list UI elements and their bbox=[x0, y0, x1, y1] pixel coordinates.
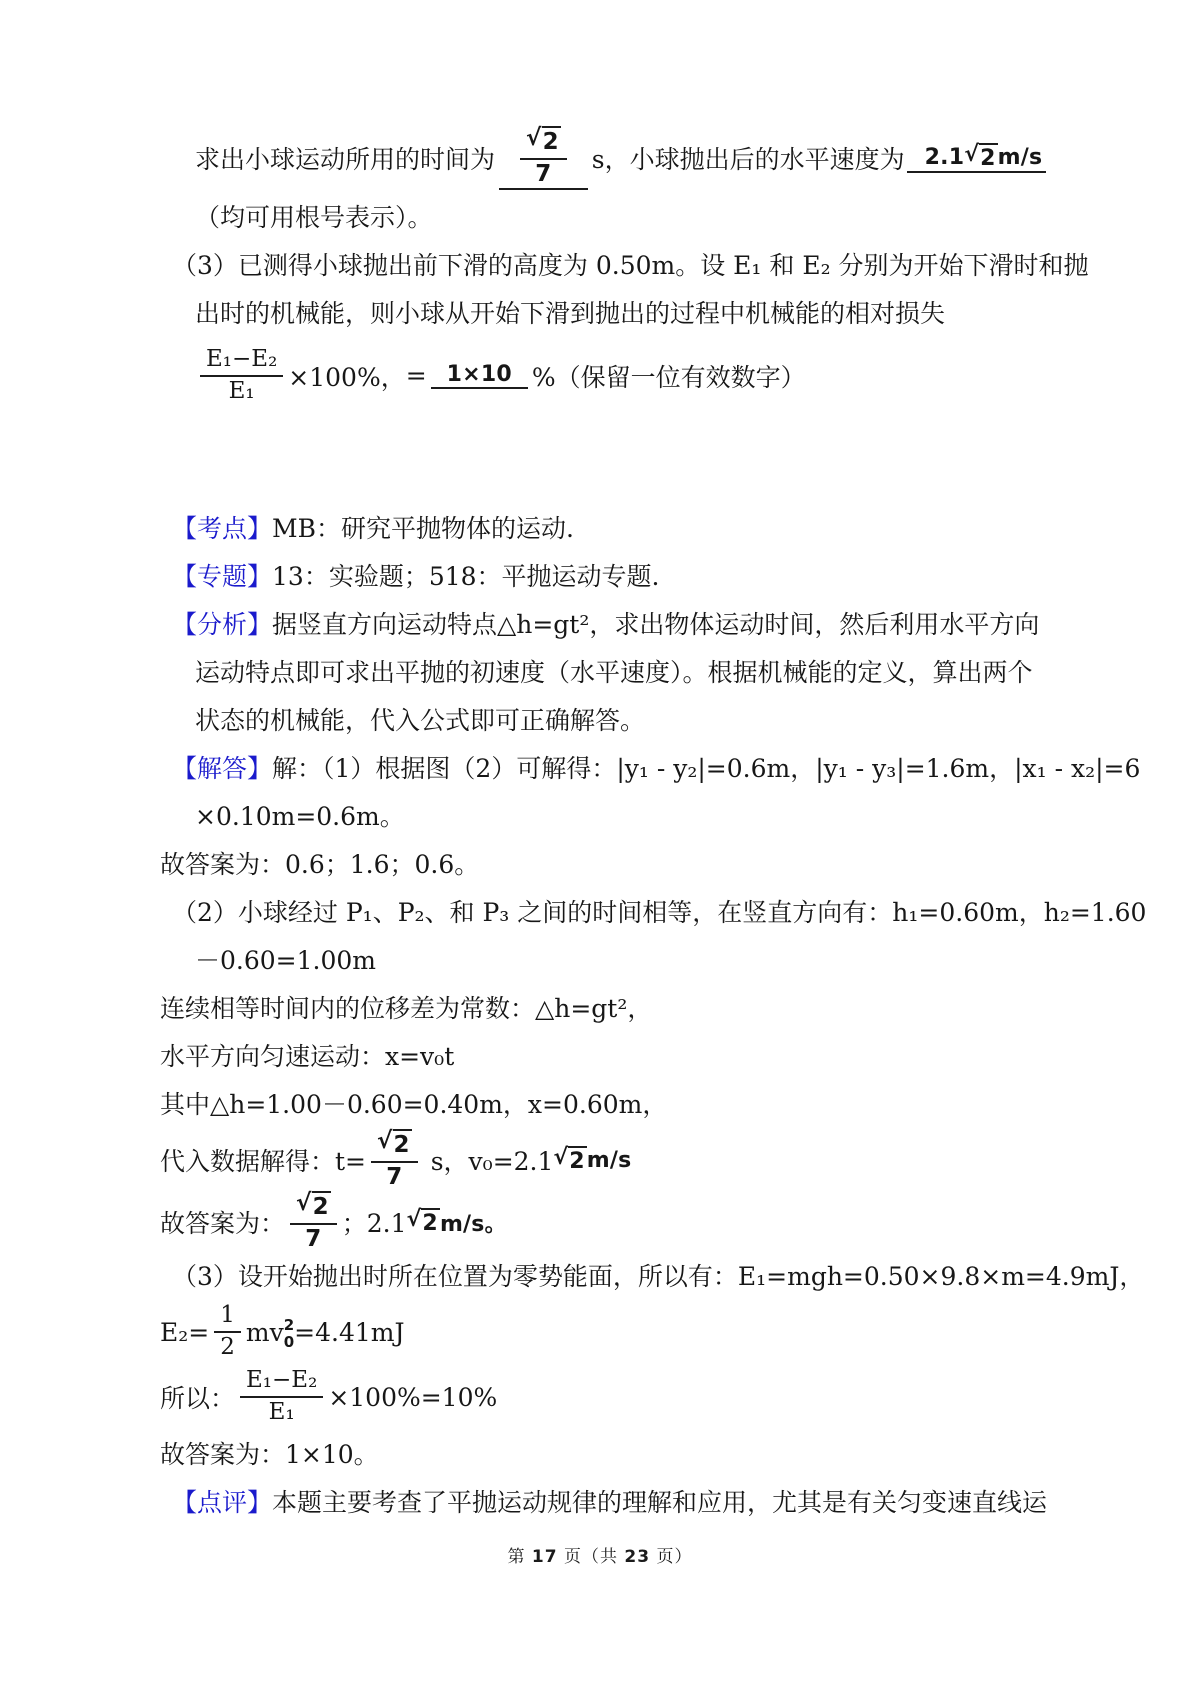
text-run: s，小球抛出后的水平速度为 bbox=[591, 145, 905, 174]
section-jieda bbox=[172, 745, 1141, 793]
fraction-energy-loss: $\frac{\text{E₁−E₂}}{\text{E₁}}$ bbox=[240, 1367, 323, 1426]
question-line-part3 bbox=[172, 242, 1089, 290]
solution-line bbox=[160, 985, 1080, 1033]
solution-line bbox=[160, 1081, 1080, 1129]
sqrt-icon: √ 2 bbox=[296, 1189, 329, 1220]
fraction-sqrt2-over-7: √ 2 7 bbox=[371, 1129, 418, 1191]
solution-part3 bbox=[172, 1253, 1145, 1301]
text-run: ×100%， bbox=[288, 362, 406, 392]
section-zhuanti bbox=[172, 553, 1080, 601]
text-run: 出时的机械能，则小球从开始下滑到抛出的过程中机械能的相对损失 bbox=[195, 299, 946, 328]
section-kaodian bbox=[172, 505, 1080, 553]
text-run: 所以： bbox=[160, 1384, 236, 1413]
sqrt-icon: √ 2 bbox=[553, 1145, 585, 1174]
text-run: －0.60=1.00m bbox=[195, 946, 376, 975]
text-run: ；2.1 bbox=[341, 1209, 407, 1238]
section-fenxi bbox=[172, 601, 1080, 649]
section-label-fenxi: 【分析】 bbox=[172, 610, 273, 639]
text-run: 连续相等时间内的位移差为常数：△h=gt²， bbox=[160, 994, 653, 1023]
text-run: m/s bbox=[586, 1147, 632, 1173]
text-run: 故答案为：1×10。 bbox=[160, 1440, 379, 1469]
footer-text: 页） bbox=[650, 1547, 693, 1567]
section-fenxi-cont bbox=[195, 649, 1080, 697]
solution-part2-cont bbox=[195, 937, 1080, 985]
section-fenxi-cont2 bbox=[195, 697, 1080, 745]
solution-energy-line bbox=[160, 1301, 1080, 1363]
solution-answer1 bbox=[160, 841, 1080, 889]
text-run: （均可用根号表示）。 bbox=[195, 203, 433, 232]
footer-text: 页（共 bbox=[557, 1547, 625, 1567]
sqrt-icon: √ 2 bbox=[964, 142, 996, 171]
section-label-zhuanti: 【专题】 bbox=[172, 562, 273, 591]
question-line-formula bbox=[195, 338, 1080, 413]
fraction-sqrt2-over-7: √ 2 7 bbox=[290, 1191, 337, 1253]
text-run: mv bbox=[245, 1317, 284, 1347]
text-run: = bbox=[405, 361, 427, 390]
sqrt-icon: √ 2 bbox=[406, 1207, 438, 1236]
fraction-one-half: $\frac{1}{2}$ bbox=[214, 1302, 241, 1361]
solution-line bbox=[195, 793, 1080, 841]
answer-blank-percent bbox=[431, 362, 528, 389]
page-footer bbox=[0, 1542, 1200, 1567]
solution-answer2 bbox=[160, 1191, 1080, 1253]
section-label-dianping: 【点评】 bbox=[172, 1488, 273, 1517]
solution-substitute-line bbox=[160, 1129, 1080, 1191]
footer-text: 第 bbox=[507, 1547, 532, 1567]
solution-part2 bbox=[172, 889, 1147, 937]
text-run: 求出小球运动所用的时间为 bbox=[195, 145, 496, 174]
solution-answer3 bbox=[160, 1431, 1080, 1479]
sqrt-icon: √ 2 bbox=[526, 124, 559, 155]
solution-line bbox=[160, 1033, 1080, 1081]
text-run: 状态的机械能，代入公式即可正确解答。 bbox=[195, 706, 646, 735]
text-run: （3）已测得小球抛出前下滑的高度为 0.50m。设 E₁ 和 E₂ 分别为开始下滑时和抛 bbox=[172, 251, 1089, 280]
text-run: 故答案为：0.6；1.6；0.6。 bbox=[160, 850, 480, 879]
section-dianping bbox=[172, 1479, 1080, 1527]
answer-blank-speed: 2.1 √ 2 m/s bbox=[907, 143, 1047, 173]
question-line-time-speed bbox=[195, 122, 1080, 194]
v0-squared-scripts: 2 0 bbox=[283, 1315, 295, 1351]
text-run: （2）小球经过 P₁、P₂、和 P₃ 之间的时间相等，在竖直方向有：h₁=0.60m，h₂=1.60 bbox=[172, 898, 1147, 927]
text-run: m/s。 bbox=[439, 1211, 507, 1237]
section-label-jieda: 【解答】 bbox=[172, 754, 273, 783]
text-run: %（保留一位有效数字） bbox=[531, 362, 806, 392]
text-run: 运动特点即可求出平抛的初速度（水平速度）。根据机械能的定义，算出两个 bbox=[195, 658, 1033, 687]
text-run: ×0.10m=0.6m。 bbox=[195, 802, 405, 831]
fraction-energy-loss: $\frac{\text{E₁−E₂}}{\text{E₁}}$ bbox=[200, 346, 283, 405]
sqrt-icon: √ 2 bbox=[377, 1127, 410, 1158]
text-run: 13：实验题；518：平抛运动专题. bbox=[272, 562, 660, 591]
text-run: 解：（1）根据图（2）可解得：|y₁ - y₂|=0.6m，|y₁ - y₃|=1.6m，|x₁ - x₂|=6 bbox=[272, 754, 1141, 783]
footer-page-number: 17 bbox=[531, 1547, 558, 1567]
text-run: 本题主要考查了平抛运动规律的理解和应用，尤其是有关匀变速直线运 bbox=[272, 1488, 1048, 1517]
text-run: 故答案为： bbox=[160, 1209, 286, 1238]
text-run: s，v₀=2.1 bbox=[422, 1147, 554, 1176]
question-line-note bbox=[195, 194, 1080, 242]
solution-conclusion-line bbox=[160, 1363, 1080, 1431]
section-label-kaodian: 【考点】 bbox=[172, 514, 273, 543]
text-run: E₂= bbox=[160, 1317, 210, 1347]
text-run: 代入数据解得：t= bbox=[160, 1147, 366, 1176]
text-run: ×100%=10% bbox=[328, 1382, 498, 1412]
text-run: 其中△h=1.00－0.60=0.40m，x=0.60m， bbox=[160, 1090, 668, 1119]
answer-value: 1×10 bbox=[446, 362, 512, 387]
answer-blank-time bbox=[499, 126, 588, 190]
footer-total-pages: 23 bbox=[624, 1547, 651, 1567]
text-run: 据竖直方向运动特点△h=gt²，求出物体运动时间，然后利用水平方向 bbox=[272, 610, 1040, 639]
text-run: MB：研究平抛物体的运动. bbox=[272, 514, 574, 543]
fraction-sqrt2-over-7: √ 2 7 bbox=[520, 126, 567, 188]
text-run: （3）设开始抛出时所在位置为零势能面，所以有：E₁=mgh=0.50×9.8×m=4.9mJ， bbox=[172, 1262, 1145, 1291]
text-run: =4.41mJ bbox=[294, 1317, 405, 1347]
question-line-part3-cont bbox=[195, 290, 1080, 338]
text-run: 水平方向匀速运动：x=v₀t bbox=[160, 1042, 455, 1071]
